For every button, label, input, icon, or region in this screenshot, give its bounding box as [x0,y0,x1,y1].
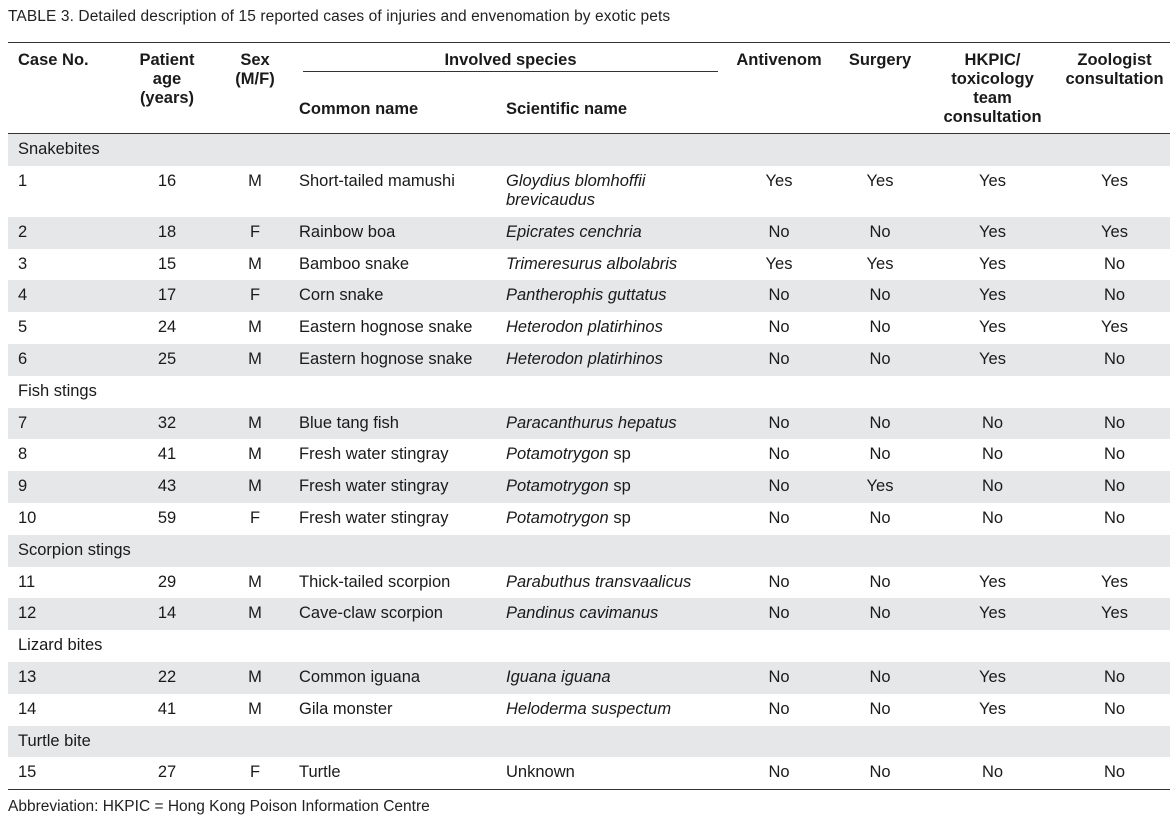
surgery-value: No [869,413,891,432]
hkpic-value: No [981,477,1004,496]
patient-sex: F [249,763,261,782]
category-row [8,134,1170,166]
table-caption [8,8,670,26]
zoologist-value: No [1103,413,1126,432]
table-row [8,249,1170,281]
common-name: Corn snake [299,286,384,305]
patient-sex: M [248,349,262,368]
scientific-name-text: Pantherophis guttatus [506,286,667,305]
scientific-name [506,439,724,464]
surgery-value: No [869,286,891,305]
table-row [8,217,1170,249]
surgery-value: No [869,604,891,623]
common-name: Fresh water stingray [299,508,449,527]
patient-sex: M [248,667,262,686]
scientific-name-suffix: sp [608,445,631,464]
hkpic-value: Yes [979,572,1006,591]
patient-age: 15 [157,254,177,273]
patient-age: 59 [157,508,177,527]
zoologist-value: Yes [1101,604,1128,623]
table-row [8,312,1170,344]
hkpic-value: Yes [979,254,1006,273]
patient-sex: M [248,572,262,591]
common-name: Fresh water stingray [299,477,449,496]
antivenom-value: No [768,286,790,305]
patient-age: 27 [157,763,177,782]
hkpic-value: Yes [979,222,1006,241]
patient-age: 24 [157,318,177,337]
scientific-name-text: Paracanthurus hepatus [506,413,677,432]
scientific-name-suffix: sp [608,477,631,496]
zoologist-value: No [1103,477,1126,496]
hkpic-value: Yes [979,604,1006,623]
patient-sex: M [248,171,262,190]
zoologist-value: No [1103,445,1126,464]
surgery-value: No [869,667,891,686]
antivenom-value: No [768,604,790,623]
scientific-name-text: Parabuthus transvaalicus [506,572,692,591]
scientific-name-text: Potamotrygon [506,508,609,527]
scientific-name-text: Iguana iguana [506,667,611,686]
header-scientific-name: Scientific name [506,99,628,118]
scientific-name [506,249,724,274]
hkpic-value: Yes [979,318,1006,337]
table-label: TABLE 3. [8,8,74,25]
table-title: Detailed description of 15 reported cases of injuries and envenomation by exotic pets [78,8,671,25]
case-number: 10 [18,508,37,527]
header-common-name: Common name [299,99,419,118]
scientific-name-text: Pandinus cavimanus [506,604,659,623]
category-label: Snakebites [18,140,100,158]
antivenom-value: No [768,318,790,337]
case-number: 1 [18,171,28,190]
scientific-name [506,694,724,719]
patient-sex: F [249,222,261,241]
table-row [8,662,1170,694]
category-row [8,726,1170,758]
table-body [8,134,1170,790]
header-involved-species: Involved species [299,43,724,96]
hkpic-value: No [981,445,1004,464]
surgery-value: No [869,508,891,527]
antivenom-value: No [768,763,790,782]
header-case-no: Case No. [18,51,89,69]
surgery-value: No [869,572,891,591]
surgery-value: Yes [866,254,894,273]
patient-sex: M [248,477,262,496]
antivenom-value: No [768,572,790,591]
table-row [8,694,1170,726]
scientific-name [506,757,724,782]
category-label: Fish stings [18,381,97,400]
case-number: 14 [18,699,37,718]
case-number: 6 [18,349,28,368]
case-number: 2 [18,222,28,241]
surgery-value: No [869,699,891,718]
zoologist-value: Yes [1101,318,1128,337]
scientific-name-suffix: sp [608,508,631,527]
patient-age: 14 [157,604,177,623]
scientific-name [506,312,724,337]
header-hkpic: HKPIC/ toxicology team consultation [943,51,1042,126]
common-name: Gila monster [299,699,393,718]
header-sex: Sex (M/F) [235,51,275,88]
surgery-value: No [869,349,891,368]
patient-sex: M [248,699,262,718]
antivenom-value: No [768,445,790,464]
category-label: Scorpion stings [18,540,131,559]
patient-age: 41 [157,445,177,464]
table-row [8,408,1170,440]
patient-age: 16 [157,171,177,190]
common-name: Short-tailed mamushi [299,171,455,190]
patient-age: 18 [157,222,177,241]
table-row [8,567,1170,599]
hkpic-value: Yes [979,667,1006,686]
scientific-name [506,408,724,433]
zoologist-value: No [1103,763,1126,782]
scientific-name [506,217,724,242]
patient-age: 29 [157,572,177,591]
patient-sex: M [248,254,262,273]
surgery-value: Yes [866,171,894,190]
hkpic-value: Yes [979,349,1006,368]
scientific-name-text: Epicrates cenchria [506,222,642,241]
zoologist-value: Yes [1101,572,1128,591]
header-antivenom: Antivenom [736,51,822,69]
patient-sex: F [249,508,261,527]
scientific-name [506,280,724,305]
zoologist-value: No [1103,699,1126,718]
case-number: 13 [18,667,37,686]
common-name: Fresh water stingray [299,445,449,464]
scientific-name-text: Heterodon platirhinos [506,349,663,368]
antivenom-value: No [768,349,790,368]
zoologist-value: No [1103,508,1126,527]
case-number: 15 [18,763,37,782]
scientific-name-text: Trimeresurus albolabris [506,254,678,273]
case-number: 12 [18,604,37,623]
scientific-name [506,344,724,369]
table-row [8,166,1170,217]
case-number: 9 [18,477,28,496]
antivenom-value: Yes [765,171,793,190]
common-name: Eastern hognose snake [299,349,473,368]
antivenom-value: No [768,413,790,432]
scientific-name [506,503,724,528]
scientific-name-text: Gloydius blomhoffii brevicaudus [506,171,646,209]
table-row [8,757,1170,789]
common-name: Turtle [299,763,341,782]
surgery-value: Yes [866,477,894,496]
hkpic-value: No [981,508,1004,527]
scientific-name [506,166,724,210]
category-label: Turtle bite [18,731,91,750]
surgery-value: No [869,445,891,464]
hkpic-value: Yes [979,171,1006,190]
case-number: 4 [18,286,28,305]
antivenom-value: No [768,477,790,496]
header-age: Patient age (years) [139,51,195,107]
common-name: Eastern hognose snake [299,318,473,337]
zoologist-value: No [1103,349,1126,368]
patient-age: 22 [157,667,177,686]
table-row [8,439,1170,471]
case-number: 8 [18,445,28,464]
antivenom-value: No [768,508,790,527]
common-name: Cave-claw scorpion [299,604,443,623]
scientific-name-text: Potamotrygon [506,445,609,464]
case-number: 5 [18,318,28,337]
common-name: Blue tang fish [299,413,399,432]
hkpic-value: Yes [979,286,1006,305]
table-row [8,598,1170,630]
antivenom-value: No [768,699,790,718]
category-label: Lizard bites [18,636,103,655]
hkpic-value: No [981,763,1004,782]
scientific-name-text: Unknown [506,763,575,782]
surgery-value: No [869,318,891,337]
surgery-value: No [869,222,891,241]
scientific-name-text: Potamotrygon [506,477,609,496]
patient-sex: M [248,413,262,432]
common-name: Rainbow boa [299,222,396,241]
hkpic-value: No [981,413,1004,432]
header-surgery: Surgery [848,51,912,69]
zoologist-value: No [1103,254,1126,273]
scientific-name-text: Heloderma suspectum [506,699,672,718]
category-row [8,630,1170,662]
footnote: Abbreviation: HKPIC = Hong Kong Poison Information Centre [8,798,430,815]
table-row [8,280,1170,312]
zoologist-value: Yes [1101,222,1128,241]
scientific-name [506,598,724,623]
zoologist-value: Yes [1101,171,1128,190]
case-number: 11 [18,572,36,591]
cases-table [8,42,1170,790]
patient-age: 41 [157,699,177,718]
table-row [8,471,1170,503]
antivenom-value: No [768,222,790,241]
antivenom-value: No [768,667,790,686]
antivenom-value: Yes [765,254,793,273]
zoologist-value: No [1103,286,1126,305]
patient-age: 43 [157,477,177,496]
header-zoologist: Zoologist consultation [1065,51,1164,88]
case-number: 3 [18,254,28,273]
common-name: Common iguana [299,667,421,686]
category-row [8,376,1170,408]
patient-sex: M [248,604,262,623]
zoologist-value: No [1103,667,1126,686]
category-row [8,535,1170,567]
hkpic-value: Yes [979,699,1006,718]
patient-sex: M [248,318,262,337]
common-name: Bamboo snake [299,254,410,273]
scientific-name-text: Heterodon platirhinos [506,318,663,337]
patient-age: 17 [157,286,177,305]
scientific-name [506,567,724,592]
patient-age: 32 [157,413,177,432]
table-row [8,503,1170,535]
common-name: Thick-tailed scorpion [299,572,451,591]
patient-sex: F [249,286,261,305]
table-row [8,344,1170,376]
case-number: 7 [18,413,28,432]
scientific-name [506,662,724,687]
patient-sex: M [248,445,262,464]
patient-age: 25 [157,349,177,368]
surgery-value: No [869,763,891,782]
scientific-name [506,471,724,496]
